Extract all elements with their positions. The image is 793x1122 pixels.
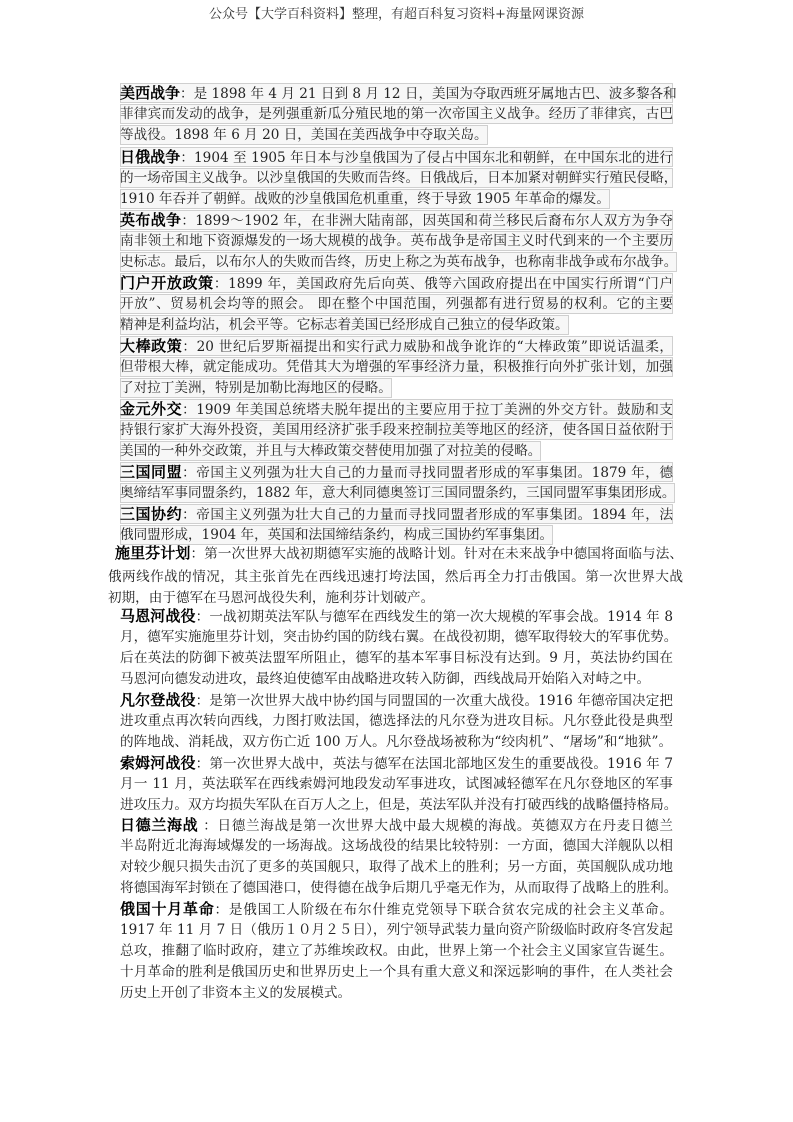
entry-text: 马恩河向德发动进攻，最终迫使德军由战略进攻转入防御，西线战局开始陷入对峙之中。 [120,671,651,687]
entry-text-line [120,795,677,815]
entry-text: 俄两线作战的情况，其主张首先在西线迅速打垮法国，然后再全力打击俄国。第一次世界大战 [108,569,683,585]
entry-text-line [108,588,434,608]
entry-text-line [120,962,673,982]
entry-text: 是俄国工人阶级在布尔什维克党领导下联合贫农完成的社会主义革命。 [228,902,674,918]
term-separator: ： [180,86,194,102]
entry-heading-line [120,753,673,773]
entry-term: 英布战争 [120,211,182,229]
entry-text: 的一场帝国主义战争。以沙皇俄国的失败而告终。日俄战后，日本加紧对朝鲜实行殖民侵略， [120,170,678,186]
entry-text-line [120,483,675,503]
entry-text: 1917 年 11 月 7 日（俄历１０月２５日），列宁领导武装力量向资产阶级临时政府冬宫发起 [120,922,673,938]
term-separator: ： [190,546,205,562]
entry-text-line [120,711,673,731]
entry-text: 了对拉丁美洲，特别是加勒比海地区的侵略。 [120,380,392,396]
entry-text-line [120,104,673,124]
entry-text-line [108,567,683,587]
entry-text-line [120,315,569,335]
entry-heading-line [120,504,673,524]
term-separator: ： [195,609,210,625]
entry-text-line [120,836,673,856]
entry-text: 十月革命的胜利是俄国历史和世界历史上一个具有重大意义和深远影响的事件，在人类社会 [120,964,673,980]
entry-heading-line [120,899,673,919]
entry-text: 是 1898 年 4 月 21 日到 8 月 12 日，美国为夺取西班牙属地古巴、波多黎各和 [193,86,677,102]
entry-text: 进攻重点再次转向西线，力图打败法国，德选择法的凡尔登为进攻目标。凡尔登此役是典型 [120,713,673,729]
entry-text-line [120,857,673,877]
entry-text-line [120,774,673,794]
entry-heading-line [115,543,683,563]
term-separator: ： [182,402,197,418]
term-separator: ： [180,150,195,166]
entry-heading-line [120,690,673,710]
entry-text: 月，德军实施施里芬计划，突击协约国的防线右翼。在战役初期，德军取得较大的军事优势。 [120,629,678,645]
term-separator: ： [214,902,229,918]
entry-term: 索姆河战役 [120,754,196,772]
term-separator: ： [213,276,229,292]
entry-text-line [120,189,610,209]
entry-text: 等战役。1898 年 6 月 20 日，美国在美西战争中夺取关岛。 [120,127,488,143]
entry-text: 第一次世界大战中，英法与德军在法国北部地区发生的重要战役。1916 年 7 [209,756,673,772]
entry-text: 持银行家扩大海外投资，美国用经济扩张手段来控制拉美等地区的经济，使各国日益依附于 [120,422,673,438]
entry-text: 总攻，推翻了临时政府，建立了苏维埃政权。由此，世界上第一个社会主义国家宣告诞生。 [120,943,673,959]
term-separator: ： [195,693,210,709]
entry-text: 半岛附近北海海域爆发的一场海战。这场战役的结果比较特别：一方面，德国大洋舰队以相 [120,838,673,854]
entry-heading-line [120,147,673,167]
entry-text: 第一次世界大战初期德军实施的战略计划。针对在未来战争中德国将面临与法、 [204,546,683,562]
entry-heading-line [120,399,673,419]
term-separator: ： [182,465,197,481]
entry-text-line [120,669,650,689]
entry-term: 门户开放政策 [120,274,214,292]
entry-text: 一战初期英法军队与德军在西线发生的第一次大规模的军事会战。1914 年 8 [209,609,673,625]
entry-heading-line [120,336,673,356]
entry-text-line [120,525,553,545]
entry-text-line [120,125,488,145]
term-separator: ： [182,507,197,523]
entry-text: 1899 年，美国政府先后向英、俄等六国政府提出在中国实行所谓“门户 [228,276,673,292]
entry-text-line [120,627,678,647]
entry-text: 帝国主义列强为壮大自己的力量而寻找同盟者形成的军事集团。1894 年，法 [196,507,673,523]
entry-text-line [120,168,678,188]
entry-text: 后在英法的防御下被英法盟军所阻止，德军的基本军事目标没有达到。9 月，英法协约国在 [120,650,673,666]
entry-text: 进攻压力。双方均损失军队在百万人之上，但是，英法军队并没有打破西线的战略僵持格局。 [120,797,678,813]
entry-text: 月一 11 月，英法联军在西线索姆河地段发动军事进攻，试图减轻德军在凡尔登地区的军事 [120,776,673,792]
entry-text: 开放”、贸易机会均等的照会。 即在整个中国范围，列强都有进行贸易的权利。它的主要 [120,296,673,312]
entry-text: 1899～1902 年，在非洲大陆南部，因英国和荷兰移民后裔布尔人双方为争夺 [195,213,674,229]
entry-term: 日俄战争 [120,148,181,166]
entry-text: 日德兰海战是第一次世界大战中最大规模的海战。英德双方在丹麦日德兰 [217,818,673,834]
entry-text-line [120,648,673,668]
entry-text-line [120,294,673,314]
entry-text-line [120,231,673,251]
entry-text-line [120,378,392,398]
entry-text: 1910 年吞并了朝鲜。战败的沙皇俄国危机重重，终于导致 1905 年革命的爆发。 [120,191,610,207]
entry-text: 史标志。最后，以布尔人的失败而告终，历史上称之为英布战争，也称南非战争或布尔战争。 [120,254,678,270]
entry-text-line [120,941,673,961]
entry-text-line [120,878,677,898]
entry-text: 是第一次世界大战中协约国与同盟国的一次重大战役。1916 年德帝国决定把 [209,693,674,709]
entry-text: 美国的一种外交政策，并且与大棒政策交替使用加强了对拉美的侵略。 [120,443,542,459]
entry-text: 对较少舰只损失击沉了更多的英国舰只，取得了战术上的胜利；另一方面，英国舰队成功地 [120,859,673,875]
entry-text-line [120,420,673,440]
entry-term: 俄国十月革命 [120,900,215,918]
entry-term: 马恩河战役 [120,607,196,625]
term-separator: ： [195,756,210,772]
entry-term: 凡尔登战役 [120,691,196,709]
entry-text: 将德国海军封锁在了德国港口，使得德在战争后期几乎毫无作为，从而取得了战略上的胜利。 [120,880,678,896]
entry-heading-line [120,462,673,482]
entry-term: 三国协约 [120,505,183,523]
entry-text: 帝国主义列强为壮大自己的力量而寻找同盟者形成的军事集团。1879 年，德 [196,465,673,481]
entry-heading-line [120,273,673,293]
entry-term: 三国同盟 [120,463,183,481]
entry-term: 金元外交 [120,400,183,418]
entry-text: 的阵地战、消耗战，双方伤亡近 100 万人。凡尔登战场被称为“绞肉机”、“屠场”和“地狱”。 [120,734,673,750]
entry-heading-line [120,83,677,103]
entry-text: 历史上开创了非资本主义的发展模式。 [120,985,352,1001]
entry-term: 美西战争 [120,84,181,102]
entry-text-line [120,252,677,272]
entry-text: 1904 至 1905 年日本与沙皇俄国为了侵占中国东北和朝鲜，在中国东北的进行 [194,150,673,166]
entry-text: 20 世纪后罗斯福提出和实行武力威胁和战争讹诈的“大棒政策”即说话温柔， [196,339,673,355]
term-separator: ： [181,213,196,229]
entry-text: 1909 年美国总统塔夫脱年提出的主要应用于拉丁美洲的外交方针。鼓励和支 [196,402,673,418]
entry-text: 初期，由于德军在马恩河战役失利，施利芬计划破产。 [108,590,435,606]
entry-term: 施里芬计划 [115,544,191,562]
entry-text-line [120,357,673,377]
entry-term: 日德兰海战 [120,816,199,834]
entry-text-line [120,441,541,461]
entry-text: 菲律宾而发动的战争，是列强重新瓜分殖民地的第一次帝国主义战争。经历了菲律宾，古巴 [120,106,673,122]
entry-text: 南非领土和地下资源爆发的一场大规模的战争。英布战争是帝国主义时代到来的一个主要历 [120,233,673,249]
term-separator: ： [182,339,197,355]
entry-text: 奥缔结军事同盟条约，1882 年，意大利同德奥签订三国同盟条约，三国同盟军事集团形成。 [120,485,676,501]
entry-heading-line [120,210,673,230]
entry-text-line [120,920,673,940]
entry-heading-line [120,815,673,835]
entry-term: 大棒政策 [120,337,183,355]
entry-text-line [120,732,672,752]
term-separator: ： [198,818,218,834]
entry-text-line [120,983,351,1003]
page-header: 公众号【大学百科资料】整理，有超百科复习资料+海量网课资源 [209,7,584,22]
entry-text: 但带根大棒，就定能成功。凭借其大为增强的军事经济力量，积极推行向外扩张计划，加强 [120,359,673,375]
entry-text: 俄同盟形成，1904 年，英国和法国缔结条约，构成三国协约军事集团。 [120,527,554,543]
entry-text: 精神是利益均沾，机会平等。它标志着美国已经形成自己独立的侵华政策。 [120,317,569,333]
entry-heading-line [120,606,673,626]
